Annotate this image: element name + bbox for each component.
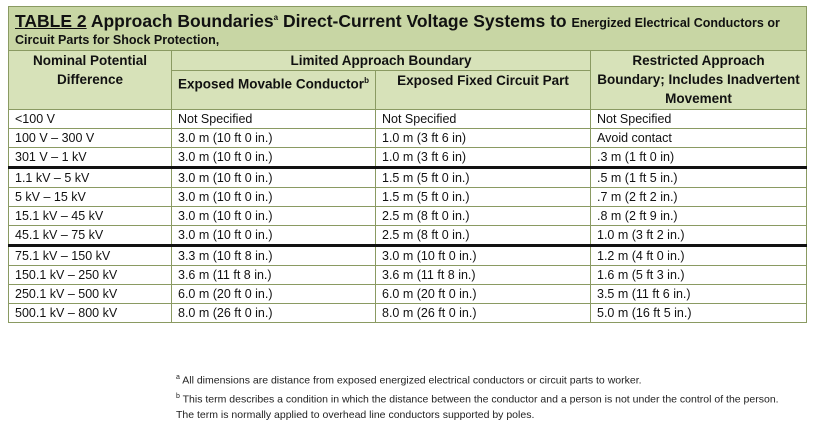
table-row [9,129,807,148]
cell-voltage: 75.1 kV – 150 kV [9,246,172,266]
cell-restricted: .3 m (1 ft 0 in) [591,148,807,168]
header-footnote-mark-b: b [364,76,369,85]
cell-voltage: 100 V – 300 V [9,129,172,148]
table-title-small: Energized Electrical Conductors or [571,16,780,30]
table-title [9,7,807,51]
cell-movable: 3.6 m (11 ft 8 in.) [172,266,376,285]
table-row [9,110,807,129]
header-nominal-potential: Nominal Potential Difference [9,51,172,110]
table-row [9,246,807,266]
cell-fixed: 3.0 m (10 ft 0 in.) [376,246,591,266]
cell-restricted: 5.0 m (16 ft 5 in.) [591,304,807,323]
cell-movable: 3.0 m (10 ft 0 in.) [172,168,376,188]
cell-movable: 3.0 m (10 ft 0 in.) [172,226,376,246]
cell-voltage: 301 V – 1 kV [9,148,172,168]
footnote-b-text: This term describes a condition in which the distance between the conductor and a person is not under the control of the person. [179,393,779,405]
header-restricted-approach: Restricted Approach Boundary; Includes Inadvertent Movement [591,51,807,110]
table-title-footnote-mark: a [273,13,279,23]
cell-fixed: 1.5 m (5 ft 0 in.) [376,188,591,207]
cell-voltage: 45.1 kV – 75 kV [9,226,172,246]
cell-fixed: 8.0 m (26 ft 0 in.) [376,304,591,323]
table-row [9,207,807,226]
table-footnotes [176,370,779,423]
cell-restricted: .7 m (2 ft 2 in.) [591,188,807,207]
cell-fixed: 2.5 m (8 ft 0 in.) [376,226,591,246]
cell-fixed: 3.6 m (11 ft 8 in.) [376,266,591,285]
cell-restricted: 1.2 m (4 ft 0 in.) [591,246,807,266]
cell-restricted: Not Specified [591,110,807,129]
cell-restricted: 1.6 m (5 ft 3 in.) [591,266,807,285]
table-row [9,266,807,285]
footnote-a-mark: a [176,374,180,381]
table-number: TABLE 2 [15,11,87,31]
header-exposed-movable-label: Exposed Movable Conductor [178,76,365,92]
cell-voltage: <100 V [9,110,172,129]
header-exposed-movable [172,71,376,110]
header-exposed-fixed: Exposed Fixed Circuit Part [376,71,591,110]
cell-voltage: 250.1 kV – 500 kV [9,285,172,304]
cell-voltage: 1.1 kV – 5 kV [9,168,172,188]
cell-restricted: 1.0 m (3 ft 2 in.) [591,226,807,246]
cell-fixed: 2.5 m (8 ft 0 in.) [376,207,591,226]
cell-fixed: 1.0 m (3 ft 6 in) [376,129,591,148]
table-row [9,148,807,168]
header-limited-approach: Limited Approach Boundary [172,51,591,71]
cell-movable: Not Specified [172,110,376,129]
cell-movable: 3.0 m (10 ft 0 in.) [172,207,376,226]
footnote-b [176,389,779,408]
table-row [9,168,807,188]
cell-restricted: .5 m (1 ft 5 in.) [591,168,807,188]
approach-boundaries-table-container [8,6,806,323]
cell-movable: 3.0 m (10 ft 0 in.) [172,148,376,168]
cell-fixed: 1.5 m (5 ft 0 in.) [376,168,591,188]
footnote-b-continued: The term is normally applied to overhead line conductors supported by poles. [176,409,535,421]
footnote-b-mark: b [176,392,180,400]
cell-voltage: 500.1 kV – 800 kV [9,304,172,323]
cell-voltage: 15.1 kV – 45 kV [9,207,172,226]
cell-fixed: 6.0 m (20 ft 0 in.) [376,285,591,304]
cell-restricted: Avoid contact [591,129,807,148]
cell-movable: 3.0 m (10 ft 0 in.) [172,129,376,148]
table-row [9,285,807,304]
table-row [9,188,807,207]
cell-restricted: .8 m (2 ft 9 in.) [591,207,807,226]
table-title-line1 [15,11,800,32]
table-title-rest: Direct-Current Voltage Systems to [278,11,572,31]
cell-restricted: 3.5 m (11 ft 6 in.) [591,285,807,304]
footnote-a [176,370,779,389]
table-title-line2: Circuit Parts for Shock Protection, [15,33,220,47]
table-row [9,304,807,323]
cell-movable: 3.3 m (10 ft 8 in.) [172,246,376,266]
cell-voltage: 150.1 kV – 250 kV [9,266,172,285]
cell-fixed: 1.0 m (3 ft 6 in) [376,148,591,168]
cell-voltage: 5 kV – 15 kV [9,188,172,207]
approach-boundaries-table [8,6,807,323]
table-row [9,226,807,246]
cell-movable: 3.0 m (10 ft 0 in.) [172,188,376,207]
footnote-a-text: All dimensions are distance from exposed energized electrical conductors or circuit parts to worker. [179,374,642,387]
cell-movable: 8.0 m (26 ft 0 in.) [172,304,376,323]
cell-fixed: Not Specified [376,110,591,129]
table-title-main: Approach Boundaries [86,11,274,31]
cell-movable: 6.0 m (20 ft 0 in.) [172,285,376,304]
